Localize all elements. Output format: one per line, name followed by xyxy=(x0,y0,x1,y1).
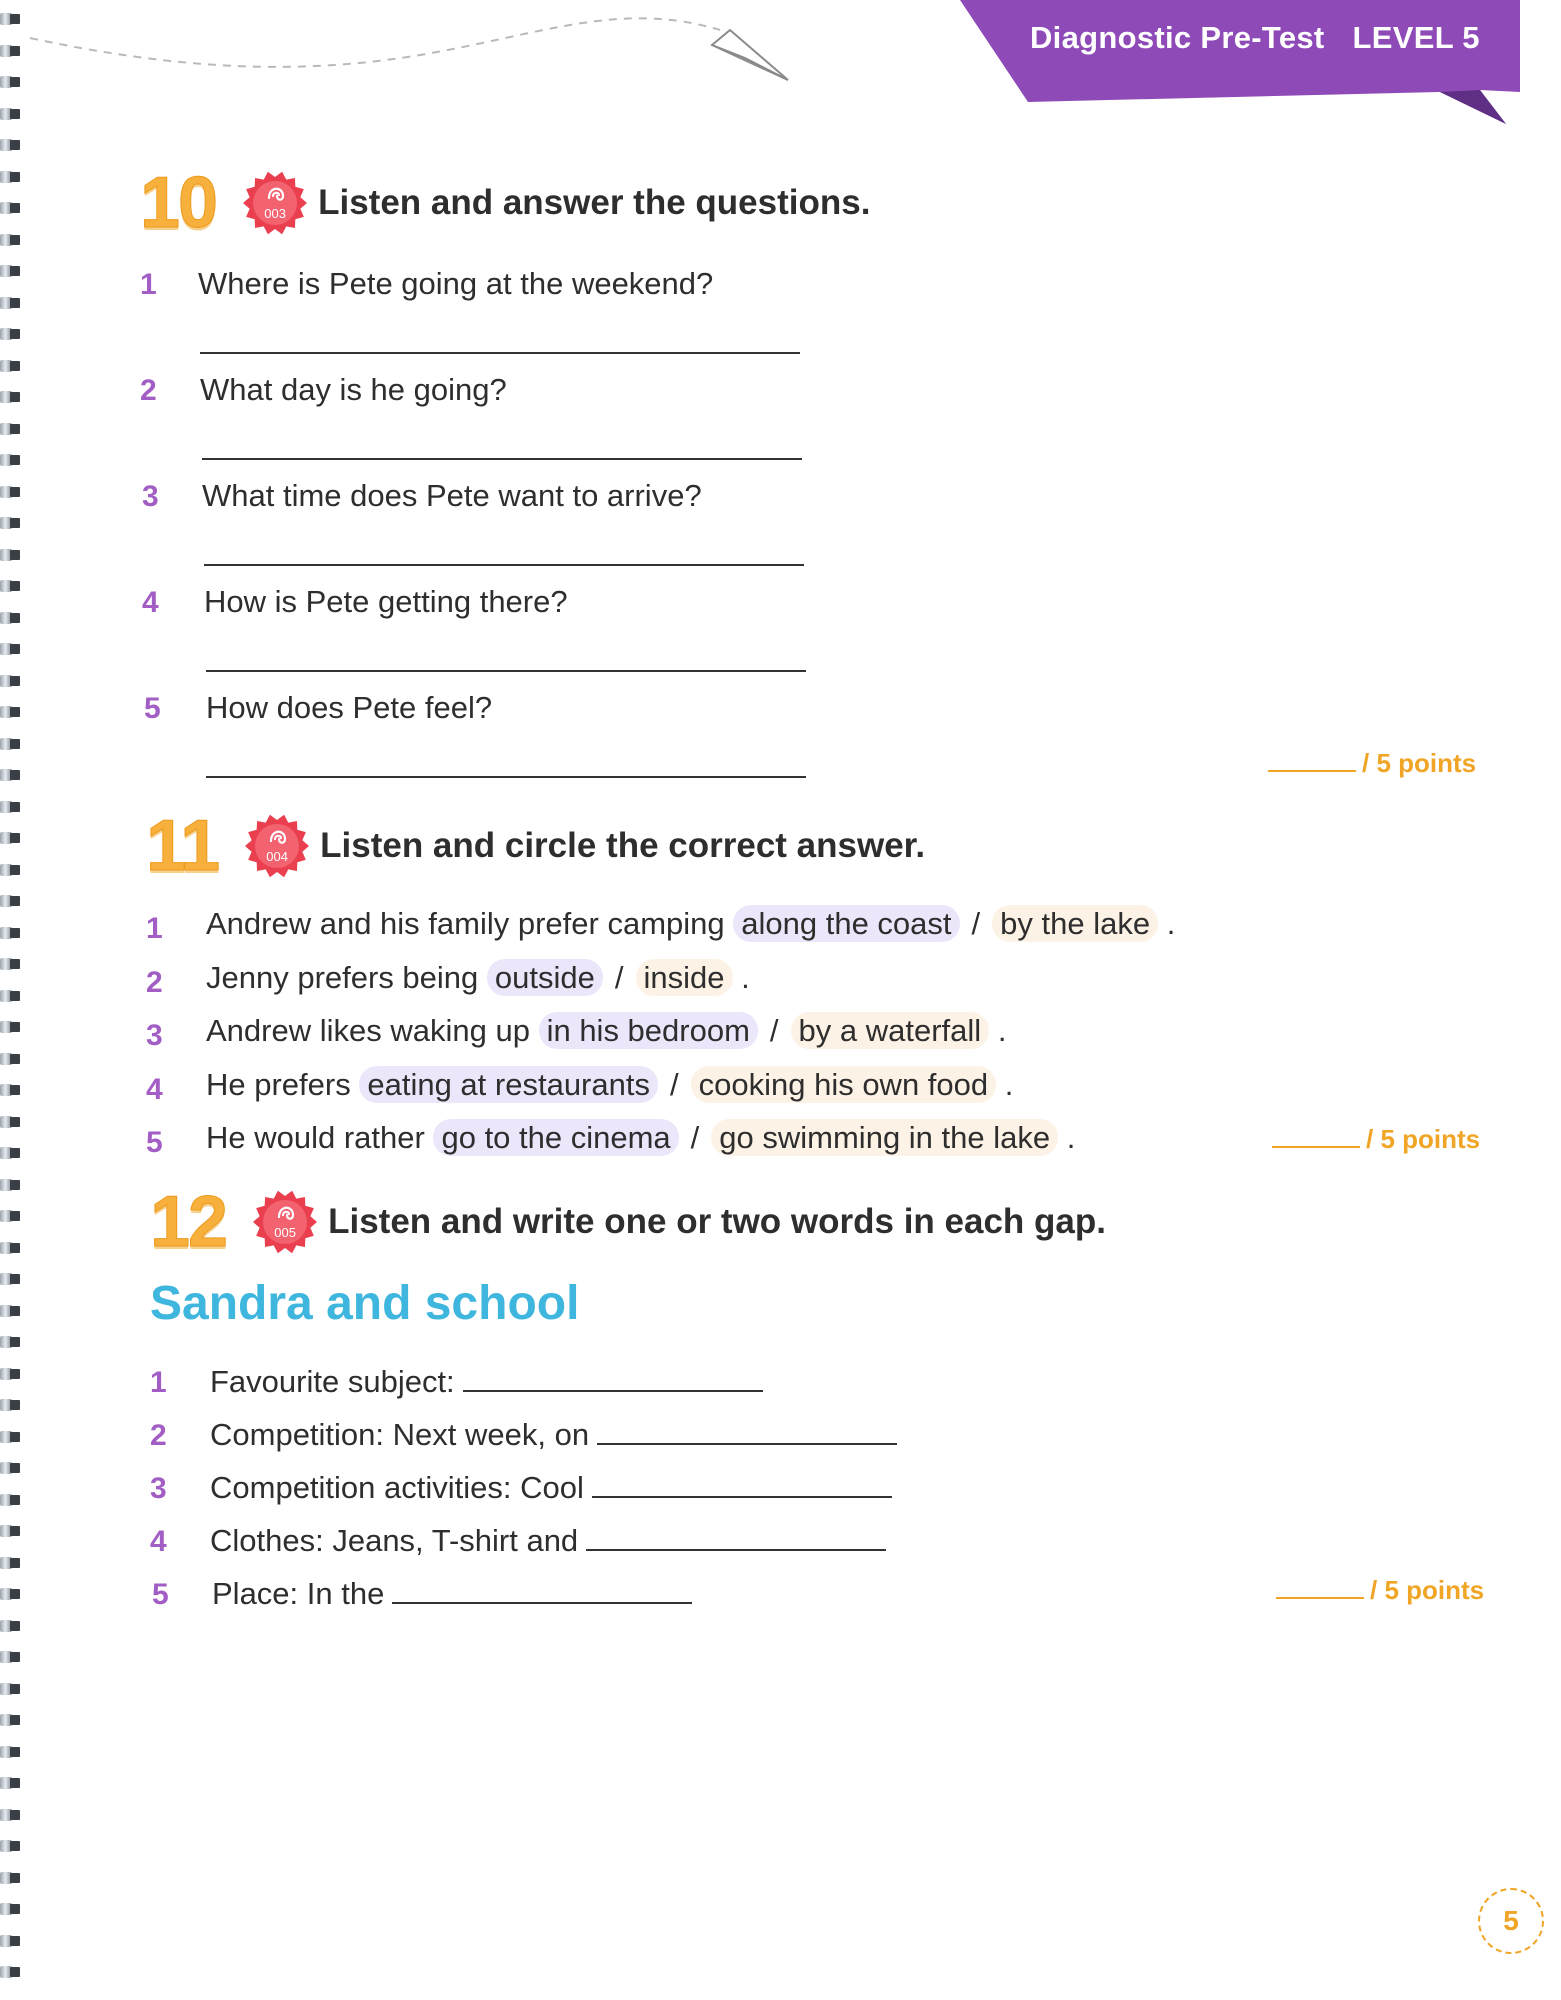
binding-ring xyxy=(0,1333,22,1351)
item-end: . xyxy=(1066,1120,1076,1155)
binding-ring xyxy=(0,1365,22,1383)
paper-plane-icon xyxy=(0,0,800,100)
answer-line[interactable] xyxy=(204,564,804,566)
binding-ring xyxy=(0,1239,22,1257)
section-title: Listen and write one or two words in each gap. xyxy=(328,1202,1106,1241)
item-stem: He would rather xyxy=(206,1120,425,1155)
audio-track-icon[interactable] xyxy=(242,170,308,236)
choice-item xyxy=(206,960,750,996)
answer-line[interactable] xyxy=(206,670,806,672)
item-end: . xyxy=(1004,1067,1014,1102)
gap-item-text: Clothes: Jeans, T-shirt and xyxy=(210,1523,579,1558)
binding-ring xyxy=(0,546,22,564)
binding-ring xyxy=(0,766,22,784)
gap-item-text: Competition: Next week, on xyxy=(210,1417,590,1452)
binding-ring xyxy=(0,1963,22,1981)
gap-item-text: Competition activities: Cool xyxy=(210,1470,584,1505)
binding-ring xyxy=(0,829,22,847)
points-label: / 5 points xyxy=(1366,1124,1481,1154)
question-number: 2 xyxy=(140,374,157,407)
binding-ring xyxy=(0,924,22,942)
choice-item xyxy=(206,1120,1075,1156)
question-number: 4 xyxy=(150,1525,167,1558)
option-b[interactable]: by the lake xyxy=(992,905,1158,942)
binding-ring xyxy=(0,168,22,186)
binding-ring xyxy=(0,1459,22,1477)
item-stem: Jenny prefers being xyxy=(206,960,479,995)
gap-blank[interactable] xyxy=(597,1443,897,1445)
binding-ring xyxy=(0,388,22,406)
section-number: 10 xyxy=(140,163,217,243)
binding-ring xyxy=(0,955,22,973)
binding-ring xyxy=(0,420,22,438)
question-number: 2 xyxy=(146,966,163,999)
option-b[interactable]: inside xyxy=(636,959,733,996)
answer-line[interactable] xyxy=(206,776,806,778)
binding-ring xyxy=(0,1491,22,1509)
binding-ring xyxy=(0,1774,22,1792)
binding-ring xyxy=(0,987,22,1005)
question-text: How does Pete feel? xyxy=(206,690,493,725)
binding-ring xyxy=(0,1428,22,1446)
question-number: 3 xyxy=(142,480,159,513)
binding-ring xyxy=(0,735,22,753)
binding-ring xyxy=(0,892,22,910)
section-number: 11 xyxy=(146,806,219,886)
binding-ring xyxy=(0,861,22,879)
gap-blank[interactable] xyxy=(586,1549,886,1551)
item-stem: He prefers xyxy=(206,1067,351,1102)
question-number: 1 xyxy=(150,1366,167,1399)
option-a[interactable]: outside xyxy=(487,959,603,996)
binding-ring xyxy=(0,1869,22,1887)
question-number: 5 xyxy=(144,692,161,725)
section-10-header xyxy=(140,162,870,244)
option-b[interactable]: by a waterfall xyxy=(791,1012,990,1049)
item-stem: Andrew likes waking up xyxy=(206,1013,530,1048)
choice-item xyxy=(206,1013,1006,1049)
score-blank[interactable] xyxy=(1276,1589,1364,1599)
section-title: Listen and answer the questions. xyxy=(318,183,871,222)
binding-ring xyxy=(0,609,22,627)
section-11-header xyxy=(146,805,925,887)
question-number: 3 xyxy=(146,1019,163,1052)
score-field[interactable] xyxy=(1276,1575,1484,1606)
binding-ring xyxy=(0,1302,22,1320)
score-blank[interactable] xyxy=(1272,1138,1360,1148)
section-number: 12 xyxy=(150,1182,227,1262)
binding-ring xyxy=(0,1081,22,1099)
binding-ring xyxy=(0,1900,22,1918)
option-b[interactable]: cooking his own food xyxy=(691,1066,997,1103)
score-blank[interactable] xyxy=(1268,762,1356,772)
binding-ring xyxy=(0,1207,22,1225)
question-text: What day is he going? xyxy=(200,372,507,407)
gap-item xyxy=(210,1364,763,1400)
binding-ring xyxy=(0,1617,22,1635)
binding-ring xyxy=(0,1144,22,1162)
option-separator: / xyxy=(769,1013,779,1048)
test-title xyxy=(1030,20,1480,56)
binding-ring xyxy=(0,1648,22,1666)
gap-item-text: Favourite subject: xyxy=(210,1364,455,1399)
question-text: How is Pete getting there? xyxy=(204,584,568,619)
question-number: 4 xyxy=(142,586,159,619)
option-a[interactable]: go to the cinema xyxy=(433,1119,678,1156)
question-number: 5 xyxy=(146,1126,163,1159)
option-separator: / xyxy=(614,960,624,995)
binding-ring xyxy=(0,136,22,154)
item-stem: Andrew and his family prefer camping xyxy=(206,906,725,941)
question-number: 2 xyxy=(150,1419,167,1452)
option-separator: / xyxy=(669,1067,679,1102)
binding-ring xyxy=(0,1743,22,1761)
binding-ring xyxy=(0,798,22,816)
option-separator: / xyxy=(971,906,981,941)
option-a[interactable]: along the coast xyxy=(733,905,959,942)
gap-item xyxy=(212,1576,692,1612)
score-field[interactable] xyxy=(1272,1124,1480,1155)
item-end: . xyxy=(1166,906,1176,941)
binding-ring xyxy=(0,1806,22,1824)
binding-ring xyxy=(0,1396,22,1414)
question-number: 1 xyxy=(146,912,163,945)
binding-ring xyxy=(0,262,22,280)
item-end: . xyxy=(997,1013,1007,1048)
binding-ring xyxy=(0,1113,22,1131)
audio-track-icon[interactable] xyxy=(252,1189,318,1255)
binding-ring xyxy=(0,1018,22,1036)
binding-ring xyxy=(0,1680,22,1698)
binding-ring xyxy=(0,1585,22,1603)
gap-blank[interactable] xyxy=(392,1602,692,1604)
page-number: 5 xyxy=(1478,1888,1544,1954)
choice-item xyxy=(206,1067,1013,1103)
binding-ring xyxy=(0,357,22,375)
audio-track-number: 003 xyxy=(264,206,286,221)
question-text: Where is Pete going at the weekend? xyxy=(198,266,714,301)
option-separator: / xyxy=(690,1120,700,1155)
gap-item xyxy=(210,1470,892,1506)
binding-ring xyxy=(0,1932,22,1950)
binding-ring xyxy=(0,1837,22,1855)
question-number: 1 xyxy=(140,268,157,301)
question-text: What time does Pete want to arrive? xyxy=(202,478,702,513)
header-banner xyxy=(960,0,1520,102)
section-subtitle: Sandra and school xyxy=(150,1277,580,1330)
points-label: / 5 points xyxy=(1370,1575,1485,1605)
binding-ring xyxy=(0,577,22,595)
question-number: 5 xyxy=(152,1578,169,1611)
gap-blank[interactable] xyxy=(463,1390,763,1392)
audio-track-icon[interactable] xyxy=(244,813,310,879)
spiral-binding xyxy=(0,0,30,2000)
binding-ring xyxy=(0,1711,22,1729)
binding-ring xyxy=(0,105,22,123)
gap-item xyxy=(210,1523,886,1559)
binding-ring xyxy=(0,294,22,312)
binding-ring xyxy=(0,231,22,249)
binding-ring xyxy=(0,1176,22,1194)
binding-ring xyxy=(0,451,22,469)
binding-ring xyxy=(0,199,22,217)
points-label: / 5 points xyxy=(1362,748,1477,778)
header-level: LEVEL 5 xyxy=(1352,20,1480,55)
option-a[interactable]: eating at restaurants xyxy=(359,1066,658,1103)
binding-ring xyxy=(0,703,22,721)
gap-item xyxy=(210,1417,897,1453)
answer-line[interactable] xyxy=(200,352,800,354)
binding-ring xyxy=(0,325,22,343)
score-field[interactable] xyxy=(1268,748,1476,779)
option-a[interactable]: in his bedroom xyxy=(539,1012,758,1049)
binding-ring xyxy=(0,514,22,532)
question-number: 3 xyxy=(150,1472,167,1505)
binding-ring xyxy=(0,672,22,690)
section-title: Listen and circle the correct answer. xyxy=(320,826,926,865)
binding-ring xyxy=(0,1522,22,1540)
section-12-header xyxy=(150,1181,1106,1263)
question-number: 4 xyxy=(146,1073,163,1106)
binding-ring xyxy=(0,1050,22,1068)
option-b[interactable]: go swimming in the lake xyxy=(711,1119,1058,1156)
audio-track-number: 005 xyxy=(274,1225,296,1240)
binding-ring xyxy=(0,1554,22,1572)
choice-item xyxy=(206,906,1175,942)
binding-ring xyxy=(0,640,22,658)
answer-line[interactable] xyxy=(202,458,802,460)
gap-blank[interactable] xyxy=(592,1496,892,1498)
binding-ring xyxy=(0,1270,22,1288)
header-title: Diagnostic Pre-Test xyxy=(1030,20,1325,55)
item-end: . xyxy=(741,960,750,995)
binding-ring xyxy=(0,483,22,501)
audio-track-number: 004 xyxy=(266,849,288,864)
gap-item-text: Place: In the xyxy=(212,1576,385,1611)
